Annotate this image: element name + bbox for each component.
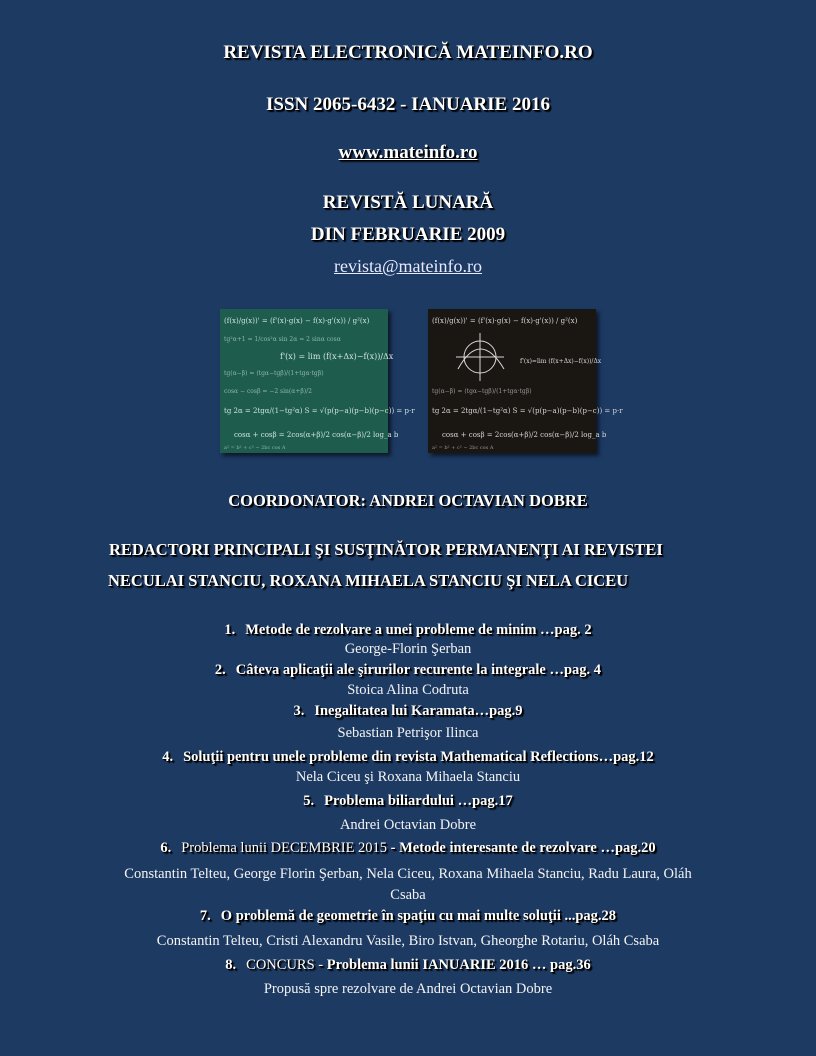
svg-text:a² = b² + c² − 2bc cos A: a² = b² + c² − 2bc cos A	[224, 445, 286, 451]
toc-item-prefix: CONCURS -	[246, 957, 327, 973]
svg-text:tg 2α = 2tgα/(1−tg²α) S = √(: tg 2α = 2tgα/(1−tg²α) S = √(p(p−a)(p−b)(p−c)) = p·r	[432, 407, 623, 415]
toc-item-number: 1.	[224, 622, 236, 638]
toc-item-number: 8.	[225, 957, 237, 973]
svg-text:a² = b² + c² − 2bc cos A: a² = b² + c² − 2bc cos A	[432, 445, 494, 451]
toc-item-number: 2.	[214, 662, 226, 678]
toc-item-title-text: Câteva aplicaţii ale şirurilor recurente la integrale …pag. 4	[235, 662, 602, 678]
toc-item-1-author: George-Florin Şerban	[344, 641, 472, 657]
email-link[interactable]: revista@mateinfo.ro	[333, 256, 483, 276]
toc-item-number: 5.	[303, 793, 315, 809]
toc-item-prefix: Problema lunii DECEMBRIE 2015	[181, 840, 391, 856]
toc-item-title-text: Soluţii pentru unele probleme din revista Mathematical Reflections…pag.12	[183, 749, 654, 765]
green-chalkboard-image	[220, 309, 415, 453]
svg-text:cosα + cosβ = 2cos(α+β)/2 cos(: cosα + cosβ = 2cos(α+β)/2 cos(α−β)/2 log_a b	[234, 431, 399, 439]
toc-item-title-text: Metode de rezolvare a unei probleme de minim …pag. 2	[245, 622, 592, 638]
toc-item-8-author: Propusă spre rezolvare de Andrei Octavian Dobre	[263, 981, 553, 997]
toc-item-1-title[interactable]	[0, 622, 816, 639]
editors-heading: REDACTORI PRINCIPALI ŞI SUSŢINĂTOR PERMANENŢI AI REVISTEI	[109, 540, 663, 559]
svg-text:tg²α+1 = 1/cos²α sin 2α =: tg²α+1 = 1/cos²α sin 2α = 2 sinα cosα	[224, 336, 341, 343]
toc-item-number: 6.	[160, 840, 172, 856]
svg-text:f'(x)=lim (f(x+Δx)−f(x))/Δx: f'(x)=lim (f(x+Δx)−f(x))/Δx	[520, 358, 602, 365]
toc-item-title-text: Inegalitatea lui Karamata…pag.9	[314, 703, 523, 719]
toc-item-5-author: Andrei Octavian Dobre	[339, 817, 477, 833]
coordinator: COORDONATOR: ANDREI OCTAVIAN DOBRE	[228, 491, 588, 510]
toc-item-number: 3.	[293, 703, 305, 719]
toc-item-3-author: Sebastian Petrişor Ilinca	[337, 725, 479, 741]
svg-text:(f(x)/g(x))' = (f'(x)·g(x) − f: (f(x)/g(x))' = (f'(x)·g(x) − f(x)·g'(x)) / g²(x)	[224, 317, 370, 325]
since-date: DIN FEBRUARIE 2009	[310, 224, 506, 245]
toc-item-4-title[interactable]	[0, 749, 816, 766]
toc-item-title-text: O problemă de geometrie în spaţiu cu mai multe soluţii ...pag.28	[220, 908, 617, 924]
magazine-title: REVISTA ELECTRONICĂ MATEINFO.RO	[223, 42, 593, 63]
editors-names: NECULAI STANCIU, ROXANA MIHAELA STANCIU ŞI NELA CICEU	[108, 571, 629, 590]
toc-item-3-title[interactable]	[0, 703, 816, 720]
toc-item-2-title[interactable]	[0, 662, 816, 679]
toc-item-8-title[interactable]	[0, 957, 816, 974]
toc-item-title-text: Problema lunii IANUARIE 2016 … pag.36	[326, 957, 591, 973]
toc-item-title-text: - Metode interesante de rezolvare …pag.20	[390, 840, 656, 856]
toc-item-5-title[interactable]	[0, 793, 816, 810]
periodicity: REVISTĂ LUNARĂ	[322, 192, 494, 213]
svg-text:tg(α−β) = (tgα−tgβ)/(1+tgα·tgβ: tg(α−β) = (tgα−tgβ)/(1+tgα·tgβ)	[432, 388, 532, 395]
toc-item-number: 4.	[162, 749, 174, 765]
toc-item-title-text: Problema biliardului …pag.17	[324, 793, 513, 809]
svg-text:(f(x)/g(x))' = (f'(x)·g(x) − f: (f(x)/g(x))' = (f'(x)·g(x) − f(x)·g'(x)) / g²(x)	[432, 317, 578, 325]
black-chalkboard-image	[428, 309, 623, 453]
issn-line: ISSN 2065-6432 - IANUARIE 2016	[266, 94, 550, 115]
website-link[interactable]: www.mateinfo.ro	[338, 142, 478, 163]
toc-item-6-author: Constantin Telteu, George Florin Şerban, Nela Ciceu, Roxana Mihaela Stanciu, Radu Laura, Oláh Csaba	[124, 866, 692, 903]
svg-text:tg(α−β) = (tgα−tgβ)/(1+tgα·tgβ: tg(α−β) = (tgα−tgβ)/(1+tgα·tgβ)	[224, 370, 324, 377]
toc-item-number: 7.	[199, 908, 211, 924]
svg-text:cosα − cosβ = −2 sin(α+β)/2: cosα − cosβ = −2 sin(α+β)/2	[224, 388, 312, 395]
svg-text:f'(x) = lim (f(x+Δx)−f(x))/Δx: f'(x) = lim (f(x+Δx)−f(x))/Δx	[280, 352, 394, 361]
toc-item-7-author: Constantin Telteu, Cristi Alexandru Vasile, Biro Istvan, Gheorghe Rotariu, Oláh Csaba	[156, 933, 660, 949]
toc-item-6-title[interactable]	[0, 840, 816, 857]
svg-text:tg 2α = 2tgα/(1−tg²α) S = √(: tg 2α = 2tgα/(1−tg²α) S = √(p(p−a)(p−b)(p−c)) = p·r	[224, 407, 415, 415]
svg-text:cosα + cosβ = 2cos(α+β)/2 cos(: cosα + cosβ = 2cos(α+β)/2 cos(α−β)/2 log_a b	[442, 431, 607, 439]
toc-item-4-author: Nela Ciceu şi Roxana Mihaela Stanciu	[295, 769, 521, 785]
toc-item-7-title[interactable]	[0, 908, 816, 925]
toc-item-2-author: Stoica Alina Codruta	[347, 682, 469, 698]
